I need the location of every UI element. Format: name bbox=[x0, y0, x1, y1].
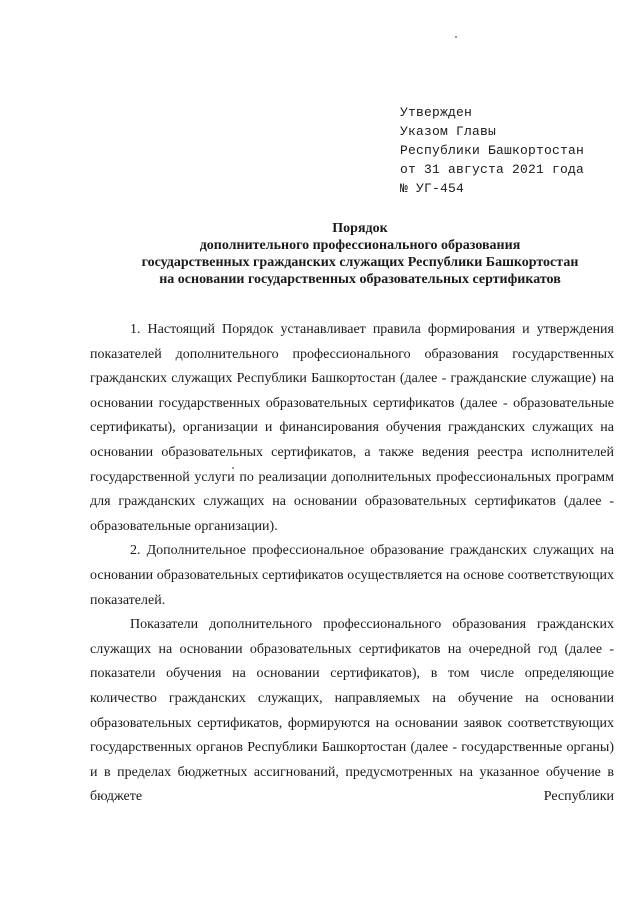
scan-speck bbox=[455, 36, 457, 38]
approval-line-number: № УГ-454 bbox=[400, 181, 465, 196]
document-title bbox=[80, 220, 640, 288]
paragraph-3: Показатели дополнительного профессионального образования гражданских служащих на основании образовательных сертификатов на очередной год (далее - показатели обучения на основании сертификатов), в том числе определяющие количество гражданских служащих, направляемых на обучение на основании образовательных сертификатов, формируются на основании заявок соответствующих государственных органов Республики Башкортостан (далее - государственные органы) и в пределах бюджетных ассигнований, предусмотренных на указанное обучение в бюджете Республики bbox=[90, 617, 614, 805]
title-line-1: Порядок bbox=[332, 221, 388, 236]
title-line-4: на основании государственных образовательных сертификатов bbox=[159, 272, 561, 287]
paragraph-2: 2. Дополнительное профессиональное образование гражданских служащих на основании образовательных сертификатов осуществляется на основе соответствующих показателей. bbox=[90, 543, 614, 608]
approval-line-republic: Республики Башкортостан bbox=[400, 143, 585, 158]
title-line-2: дополнительного профессионального образования bbox=[199, 238, 521, 253]
approval-line-decree: Указом Главы bbox=[400, 124, 497, 139]
approval-block bbox=[400, 103, 584, 198]
approval-line-date: от 31 августа 2021 года bbox=[400, 162, 585, 177]
title-line-3: государственных гражданских служащих Республики Башкортостан bbox=[141, 255, 579, 270]
document-body bbox=[90, 318, 614, 810]
approval-line-approved: Утвержден bbox=[400, 105, 473, 120]
paragraph-1: 1. Настоящий Порядок устанавливает правила формирования и утверждения показателей дополнительного профессионального образования государственных гражданских служащих Республики Башкортостан (далее - гражданские служащие) на основании государственных образовательных сертификатов (далее - образовательные сертификаты), организации и финансирования обучения гражданских служащих на основании образовательных сертификатов, а также ведения реестра исполнителей государственной услуги по реализации дополнительных профессиональных программ для гражданских служащих на основании образовательных сертификатов (далее - образовательные организации). bbox=[90, 322, 614, 534]
scan-speck bbox=[232, 467, 234, 469]
